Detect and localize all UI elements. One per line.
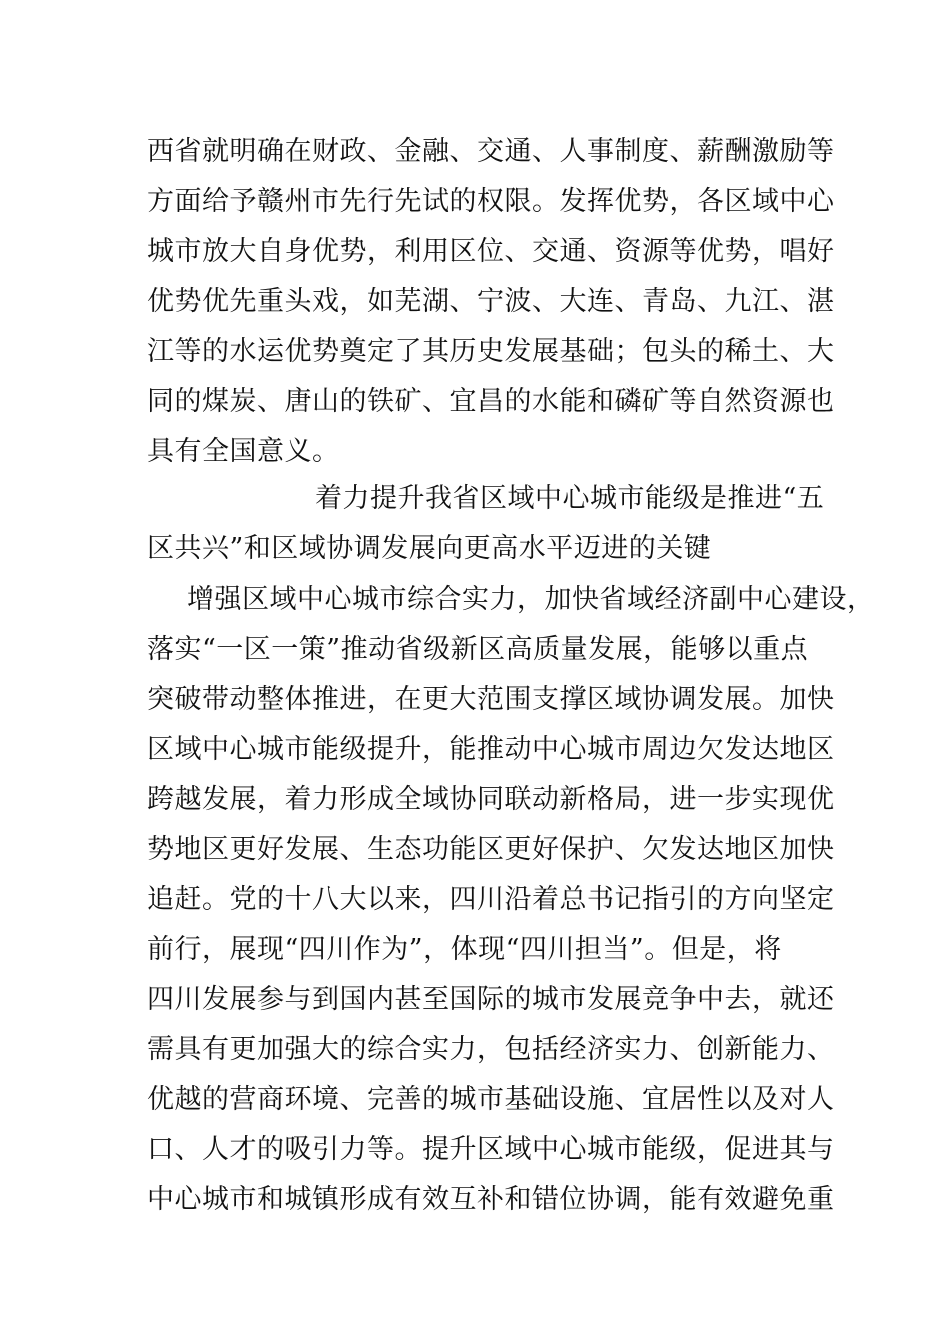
text-line: 四川发展参与到国内甚至国际的城市发展竞争中去，就还	[147, 984, 835, 1015]
text-line: 需具有更加强大的综合实力，包括经济实力、创新能力、	[147, 1034, 835, 1065]
text-line: 跨越发展，着力形成全域协同联动新格局，进一步实现优	[147, 784, 835, 815]
section-heading	[147, 474, 825, 574]
text-line: 方面给予赣州市先行先试的权限。发挥优势，各区域中心	[147, 186, 835, 217]
text-line: 势地区更好发展、生态功能区更好保护、欠发达地区加快	[147, 834, 835, 865]
paragraph-regional-center-strength	[147, 575, 875, 1225]
text-line: 具有全国意义。	[147, 436, 340, 467]
text-line: 突破带动整体推进，在更大范围支撑区域协调发展。加快	[147, 684, 835, 715]
text-line: 西省就明确在财政、金融、交通、人事制度、薪酬激励等	[147, 136, 835, 167]
paragraph-natural-resources	[147, 127, 835, 477]
text-line: 增强区域中心城市综合实力，加快省域经济副中心建设，	[187, 584, 875, 615]
heading-line: 着力提升我省区域中心城市能级是推进“五	[315, 483, 825, 514]
text-line: 城市放大自身优势，利用区位、交通、资源等优势，唱好	[147, 236, 835, 267]
text-line: 中心城市和城镇形成有效互补和错位协调，能有效避免重	[147, 1184, 835, 1215]
text-line: 口、人才的吸引力等。提升区域中心城市能级，促进其与	[147, 1134, 835, 1165]
heading-line: 区共兴”和区域协调发展向更高水平迈进的关键	[147, 533, 712, 564]
text-line: 同的煤炭、唐山的铁矿、宜昌的水能和磷矿等自然资源也	[147, 386, 835, 417]
text-line: 优势优先重头戏，如芜湖、宁波、大连、青岛、九江、湛	[147, 286, 835, 317]
text-line: 江等的水运优势奠定了其历史发展基础；包头的稀土、大	[147, 336, 835, 367]
text-line: 前行，展现“四川作为”，体现“四川担当”。但是，将	[147, 934, 782, 965]
text-line: 优越的营商环境、完善的城市基础设施、宜居性以及对人	[147, 1084, 835, 1115]
text-line: 落实“一区一策”推动省级新区高质量发展，能够以重点	[147, 634, 809, 665]
text-line: 追赶。党的十八大以来，四川沿着总书记指引的方向坚定	[147, 884, 835, 915]
text-line: 区域中心城市能级提升，能推动中心城市周边欠发达地区	[147, 734, 835, 765]
